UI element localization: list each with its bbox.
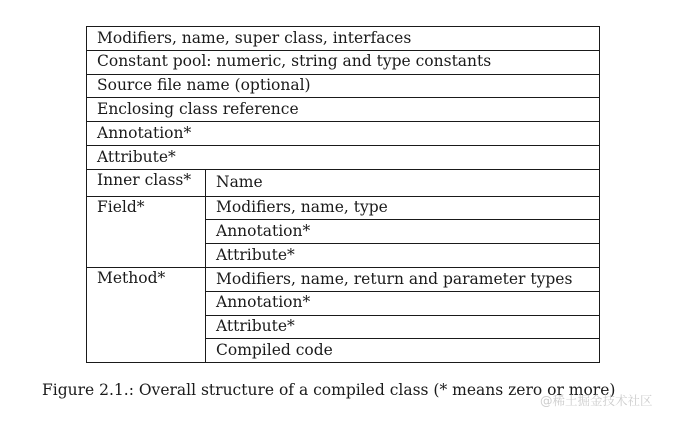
field-item-cell: Annotation* [206, 220, 600, 244]
inner-class-name-cell: Name [206, 169, 600, 196]
table-row [87, 27, 600, 51]
attribute-row-cell: Attribute* [87, 145, 600, 169]
annotation-row-cell: Annotation* [87, 122, 600, 146]
table-row [87, 74, 600, 98]
method-item-cell: Annotation* [206, 291, 600, 315]
figure-caption: Figure 2.1.: Overall structure of a compiled class (* means zero or more) [42, 381, 616, 399]
field-row [87, 196, 600, 220]
table-row [87, 98, 600, 122]
method-item-cell: Attribute* [206, 315, 600, 339]
table-row [87, 50, 600, 74]
inner-class-label: Inner class* [87, 169, 206, 196]
field-item-cell: Modifiers, name, type [206, 196, 600, 220]
source-file-row-cell: Source file name (optional) [87, 74, 600, 98]
method-item-cell: Modifiers, name, return and parameter types [206, 267, 600, 291]
inner-class-row [87, 169, 600, 196]
enclosing-class-row-cell: Enclosing class reference [87, 98, 600, 122]
constant-pool-row-cell: Constant pool: numeric, string and type constants [87, 50, 600, 74]
method-label: Method* [87, 267, 206, 362]
modifiers-row-cell: Modifiers, name, super class, interfaces [87, 27, 600, 51]
field-label: Field* [87, 196, 206, 267]
method-item-cell: Compiled code [206, 339, 600, 363]
watermark-text: @稀土掘金技术社区 [540, 393, 653, 408]
table-row [87, 122, 600, 146]
class-structure-table [86, 26, 600, 363]
table-row [87, 145, 600, 169]
method-row [87, 267, 600, 291]
field-item-cell: Attribute* [206, 244, 600, 268]
